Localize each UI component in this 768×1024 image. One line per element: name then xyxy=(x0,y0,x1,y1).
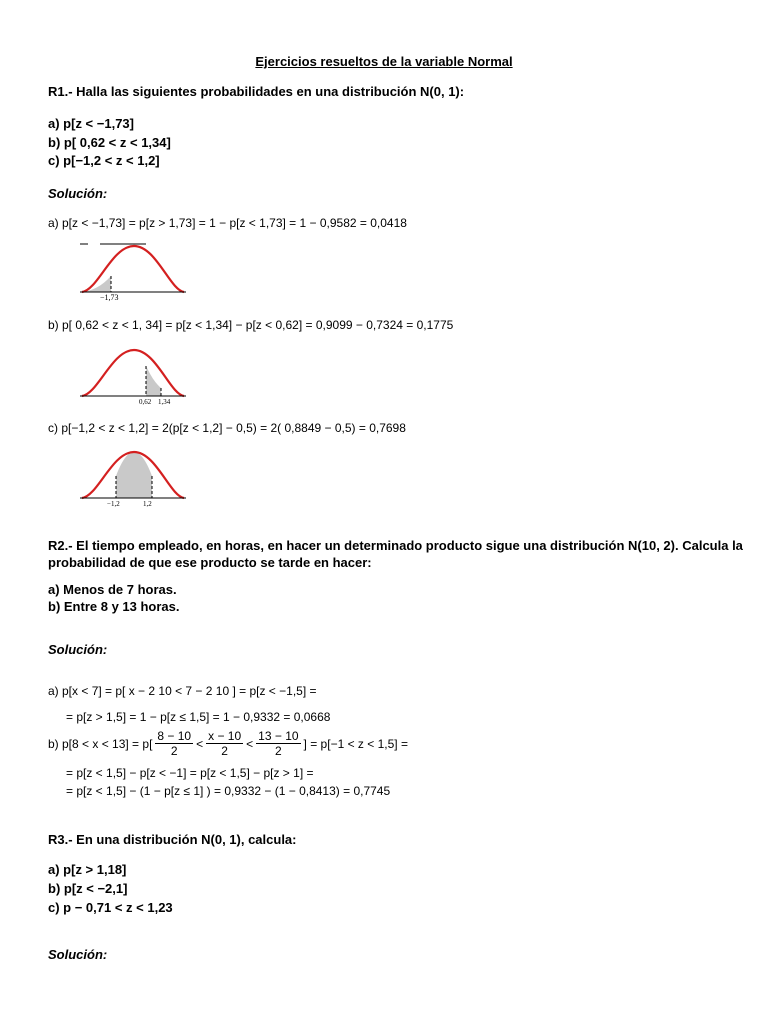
r1-solution-c: c) p[−1,2 < z < 1,2] = 2(p[z < 1,2] − 0,5) = 2( 0,8849 − 0,5) = 0,7698 xyxy=(48,421,406,435)
r3-solution-label: Solución: xyxy=(48,947,108,962)
fraction-1-den: 2 xyxy=(170,744,178,758)
r2-solution-a-line1: a) p[x < 7] = p[ x − 2 10 < 7 − 2 10 ] = p[z < −1,5] = xyxy=(48,684,317,698)
r1-statement: R1.- Halla las siguientes probabilidades en una distribución N(0, 1): xyxy=(48,84,465,99)
r2-solution-label: Solución: xyxy=(48,642,108,657)
fraction-2 xyxy=(206,729,243,758)
fraction-3 xyxy=(256,729,300,758)
graph-a-tick-label: −1,73 xyxy=(100,293,119,302)
r2-statement-line2: probabilidad de que ese producto se tarde en hacer: xyxy=(48,555,372,570)
r3-item-b: b) p[z < −2,1] xyxy=(48,881,128,896)
fraction-3-den: 2 xyxy=(275,744,282,758)
r2-solution-a-line2: = p[z > 1,5] = 1 − p[z ≤ 1,5] = 1 − 0,9332 = 0,0668 xyxy=(66,710,331,724)
fraction-3-num: 13 − 10 xyxy=(258,729,299,743)
fraction-2-den: 2 xyxy=(221,744,228,758)
r3-item-c: c) p − 0,71 < z < 1,23 xyxy=(48,900,173,915)
r2-item-a: a) Menos de 7 horas. xyxy=(48,582,177,597)
normal-curve-graph-b xyxy=(78,344,188,408)
normal-curve-graph-a xyxy=(78,240,188,304)
graph-b-tick-label-2: 1,34 xyxy=(158,398,171,406)
page-title: Ejercicios resueltos de la variable Normal xyxy=(255,54,513,69)
r2-statement-line1: R2.- El tiempo empleado, en horas, en hacer un determinado producto sigue una distribución N(10, 2). Calcula la xyxy=(48,538,743,553)
graph-b-tick-label-1: 0,62 xyxy=(139,398,152,406)
r1-item-b: b) p[ 0,62 < z < 1,34] xyxy=(48,135,171,150)
r1-solution-b: b) p[ 0,62 < z < 1, 34] = p[z < 1,34] − p[z < 0,62] = 0,9099 − 0,7324 = 0,1775 xyxy=(48,318,454,332)
r1-solution-a: a) p[z < −1,73] = p[z > 1,73] = 1 − p[z < 1,73] = 1 − 0,9582 = 0,0418 xyxy=(48,216,407,230)
less-than-2: < xyxy=(246,736,254,751)
fraction-1 xyxy=(155,729,193,758)
less-than-1: < xyxy=(196,736,204,751)
r2-sol-b-pre: b) p[8 < x < 13] = p[ xyxy=(48,736,153,751)
r2-solution-b-line1 xyxy=(48,729,408,758)
graph-c-tick-label-2: 1,2 xyxy=(143,500,152,508)
normal-curve-graph-c xyxy=(78,446,188,510)
graph-c-tick-label-1: −1,2 xyxy=(107,500,120,508)
r2-sol-b-post: ] = p[−1 < z < 1,5] = xyxy=(303,736,408,751)
r2-item-b: b) Entre 8 y 13 horas. xyxy=(48,599,180,614)
r1-item-a: a) p[z < −1,73] xyxy=(48,116,134,131)
r3-statement: R3.- En una distribución N(0, 1), calcula: xyxy=(48,832,297,847)
fraction-1-num: 8 − 10 xyxy=(157,729,192,743)
r3-item-a: a) p[z > 1,18] xyxy=(48,862,127,877)
r2-solution-b-line3: = p[z < 1,5] − (1 − p[z ≤ 1] ) = 0,9332 − (1 − 0,8413) = 0,7745 xyxy=(66,784,391,798)
r2-solution-b-line2: = p[z < 1,5] − p[z < −1] = p[z < 1,5] − p[z > 1] = xyxy=(66,766,314,780)
fraction-2-num: x − 10 xyxy=(208,729,242,743)
r1-solution-label: Solución: xyxy=(48,186,108,201)
r1-item-c: c) p[−1,2 < z < 1,2] xyxy=(48,153,160,168)
